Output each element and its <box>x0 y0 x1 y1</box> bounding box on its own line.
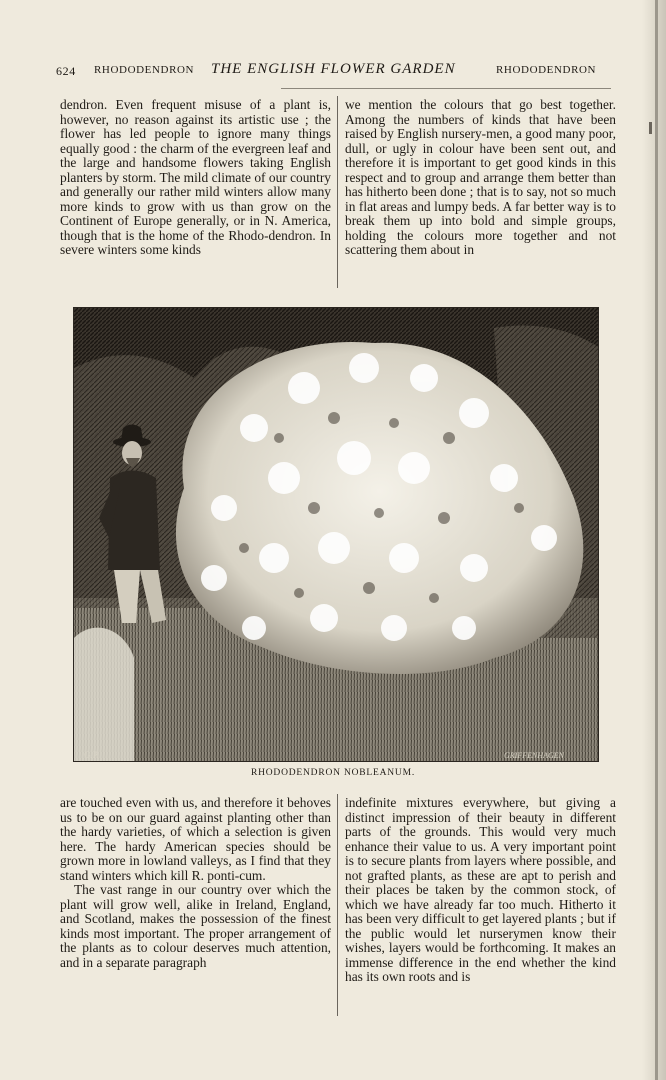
text-column-bottom-left <box>60 796 331 970</box>
text-column-top-right <box>345 98 616 258</box>
paragraph: we mention the colours that go best together. Among the numbers of kinds that have been raised by English nursery-men, a good many poor, dull, or ugly in colour have been sent out, and therefore it is important to get good kinds in this respect and to group and arrange them better than has hitherto been done ; that is to say, not so much in flat areas and lumpy beds. A far better way is to break them up into bold and simple groups, holding the colours more together and not scattering them about in <box>345 97 616 257</box>
left-running-head: RHODODENDRON <box>94 64 195 76</box>
page-number: 624 <box>56 64 76 78</box>
column-divider-bottom <box>337 794 338 1016</box>
page-edge-line <box>655 0 658 1080</box>
header-rule <box>281 88 611 89</box>
running-header <box>56 62 616 80</box>
page-edge-shadow <box>642 0 666 1080</box>
figure-caption: RHODODENDRON NOBLEANUM. <box>250 768 416 778</box>
paragraph: dendron. Even frequent misuse of a plant is, however, no reason against its artistic use ; the flower has led people to ignore many things equally good : the charm of the evergreen leaf and the large and handsome flowers taking English planters by storm. The mild climate of our country and generally our rather mild winters allow many more kinds to grow with us than grow on the Continent of Europe generally, or in N. America, though that is the home of the Rhodo-dendron. In severe winters some kinds <box>60 97 331 257</box>
paragraph: indefinite mixtures everywhere, but giving a distinct impression of their beauty in different parts of the grounds. This would very much enhance their value to us. A very important point is to secure plants from layers where possible, and not grafted plants, as these are apt to perish and their places be taken by the common stock, of which we have already far too much. Hitherto it has been very difficult to get layered plants ; but if the public would let nurserymen know their wishes, layers would be forthcoming. It makes an immense difference in the end whether the kind has its own roots and is <box>345 795 616 984</box>
engraver-signature: GRIFFENHAGEN <box>504 751 564 760</box>
text-column-bottom-right <box>345 796 616 985</box>
page-edge-mark <box>649 122 652 134</box>
book-title: THE ENGLISH FLOWER GARDEN <box>211 61 456 77</box>
column-divider-top <box>337 96 338 288</box>
svg-text:G.P.: G.P. <box>84 750 100 760</box>
paragraph: The vast range in our country over which the plant will grow well, alike in Ireland, England, and Scotland, makes the possession of the finest kinds most important. The proper arrangement of the plants as to colour deserves much attention, and in a separate paragraph <box>60 882 331 970</box>
paragraph: are touched even with us, and therefore it behoves us to be on our guard against planting other than the hardy varieties, of which a selection is given here. The hardy American species should be grown more in lowland valleys, as I find that they stand winters which kill R. ponti-cum. <box>60 795 331 883</box>
right-running-head: RHODODENDRON <box>496 64 597 76</box>
text-column-top-left <box>60 98 331 258</box>
rhododendron-engraving <box>73 307 599 762</box>
